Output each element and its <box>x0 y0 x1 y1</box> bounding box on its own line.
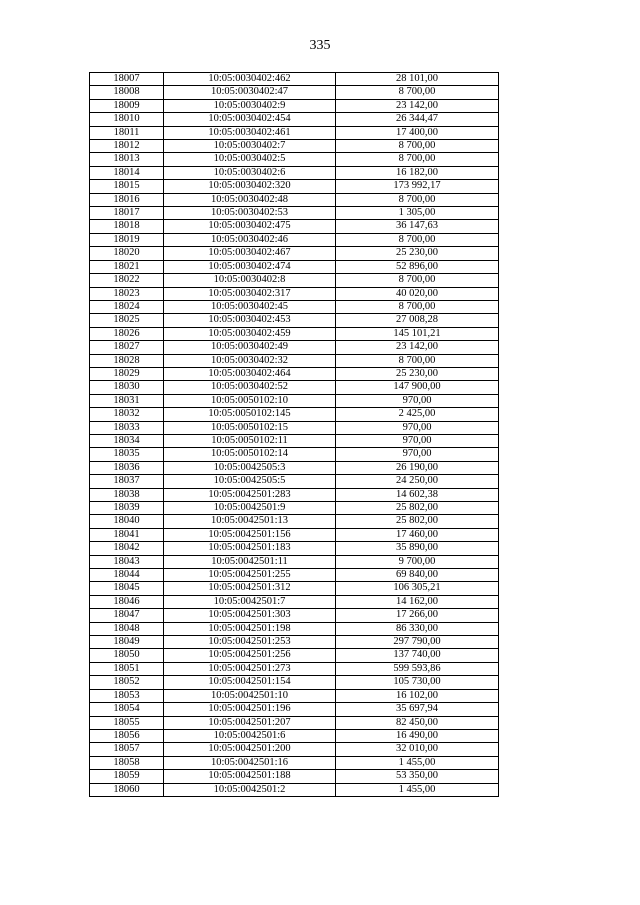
amount-cell: 35 890,00 <box>336 542 499 555</box>
amount-cell: 599 593,86 <box>336 662 499 675</box>
amount-cell: 147 900,00 <box>336 381 499 394</box>
amount-cell: 14 162,00 <box>336 595 499 608</box>
cadastral-number-cell: 10:05:0042501:196 <box>164 703 336 716</box>
table-row <box>90 193 499 206</box>
amount-cell: 970,00 <box>336 434 499 447</box>
cadastral-number-cell: 10:05:0042501:198 <box>164 622 336 635</box>
table-row <box>90 716 499 729</box>
amount-cell: 8 700,00 <box>336 233 499 246</box>
amount-cell: 106 305,21 <box>336 582 499 595</box>
amount-cell: 9 700,00 <box>336 555 499 568</box>
cadastral-number-cell: 10:05:0042501:207 <box>164 716 336 729</box>
amount-cell: 36 147,63 <box>336 220 499 233</box>
records-table <box>89 72 499 797</box>
record-number-cell: 18041 <box>90 528 164 541</box>
amount-cell: 173 992,17 <box>336 180 499 193</box>
record-number-cell: 18031 <box>90 394 164 407</box>
table-row <box>90 140 499 153</box>
record-number-cell: 18053 <box>90 689 164 702</box>
table-row <box>90 528 499 541</box>
cadastral-number-cell: 10:05:0042501:273 <box>164 662 336 675</box>
amount-cell: 16 102,00 <box>336 689 499 702</box>
table-row <box>90 703 499 716</box>
record-number-cell: 18018 <box>90 220 164 233</box>
amount-cell: 105 730,00 <box>336 676 499 689</box>
cadastral-number-cell: 10:05:0030402:53 <box>164 207 336 220</box>
table-row <box>90 233 499 246</box>
table-row <box>90 542 499 555</box>
record-number-cell: 18051 <box>90 662 164 675</box>
record-number-cell: 18027 <box>90 341 164 354</box>
record-number-cell: 18055 <box>90 716 164 729</box>
table-row <box>90 247 499 260</box>
record-number-cell: 18030 <box>90 381 164 394</box>
table-row <box>90 367 499 380</box>
record-number-cell: 18034 <box>90 434 164 447</box>
record-number-cell: 18025 <box>90 314 164 327</box>
table-row <box>90 207 499 220</box>
record-number-cell: 18022 <box>90 274 164 287</box>
cadastral-number-cell: 10:05:0030402:48 <box>164 193 336 206</box>
cadastral-number-cell: 10:05:0050102:11 <box>164 434 336 447</box>
table-row <box>90 569 499 582</box>
table-row <box>90 99 499 112</box>
amount-cell: 17 266,00 <box>336 609 499 622</box>
cadastral-number-cell: 10:05:0050102:14 <box>164 448 336 461</box>
amount-cell: 35 697,94 <box>336 703 499 716</box>
amount-cell: 86 330,00 <box>336 622 499 635</box>
cadastral-number-cell: 10:05:0030402:32 <box>164 354 336 367</box>
record-number-cell: 18021 <box>90 260 164 273</box>
table-row <box>90 689 499 702</box>
cadastral-number-cell: 10:05:0030402:47 <box>164 86 336 99</box>
table-row <box>90 381 499 394</box>
cadastral-number-cell: 10:05:0042501:154 <box>164 676 336 689</box>
table-row <box>90 421 499 434</box>
amount-cell: 8 700,00 <box>336 274 499 287</box>
cadastral-number-cell: 10:05:0042501:2 <box>164 783 336 796</box>
table-row <box>90 676 499 689</box>
record-number-cell: 18052 <box>90 676 164 689</box>
record-number-cell: 18007 <box>90 73 164 86</box>
table-body <box>90 73 499 797</box>
amount-cell: 26 344,47 <box>336 113 499 126</box>
table-row <box>90 729 499 742</box>
amount-cell: 297 790,00 <box>336 636 499 649</box>
record-number-cell: 18023 <box>90 287 164 300</box>
table-row <box>90 434 499 447</box>
table-row <box>90 287 499 300</box>
cadastral-number-cell: 10:05:0042501:256 <box>164 649 336 662</box>
amount-cell: 2 425,00 <box>336 408 499 421</box>
table-row <box>90 609 499 622</box>
record-number-cell: 18009 <box>90 99 164 112</box>
table-row <box>90 770 499 783</box>
record-number-cell: 18046 <box>90 595 164 608</box>
table-row <box>90 649 499 662</box>
table-row <box>90 220 499 233</box>
cadastral-number-cell: 10:05:0030402:462 <box>164 73 336 86</box>
record-number-cell: 18010 <box>90 113 164 126</box>
record-number-cell: 18058 <box>90 756 164 769</box>
amount-cell: 970,00 <box>336 394 499 407</box>
record-number-cell: 18016 <box>90 193 164 206</box>
cadastral-number-cell: 10:05:0042501:312 <box>164 582 336 595</box>
amount-cell: 82 450,00 <box>336 716 499 729</box>
amount-cell: 16 182,00 <box>336 166 499 179</box>
cadastral-number-cell: 10:05:0050102:15 <box>164 421 336 434</box>
amount-cell: 32 010,00 <box>336 743 499 756</box>
record-number-cell: 18060 <box>90 783 164 796</box>
cadastral-number-cell: 10:05:0042501:156 <box>164 528 336 541</box>
record-number-cell: 18050 <box>90 649 164 662</box>
record-number-cell: 18011 <box>90 126 164 139</box>
cadastral-number-cell: 10:05:0030402:6 <box>164 166 336 179</box>
cadastral-number-cell: 10:05:0030402:464 <box>164 367 336 380</box>
record-number-cell: 18013 <box>90 153 164 166</box>
record-number-cell: 18054 <box>90 703 164 716</box>
record-number-cell: 18026 <box>90 327 164 340</box>
table-row <box>90 300 499 313</box>
amount-cell: 1 455,00 <box>336 783 499 796</box>
amount-cell: 8 700,00 <box>336 140 499 153</box>
record-number-cell: 18035 <box>90 448 164 461</box>
record-number-cell: 18014 <box>90 166 164 179</box>
table-row <box>90 327 499 340</box>
amount-cell: 8 700,00 <box>336 354 499 367</box>
amount-cell: 52 896,00 <box>336 260 499 273</box>
amount-cell: 16 490,00 <box>336 729 499 742</box>
table-row <box>90 756 499 769</box>
cadastral-number-cell: 10:05:0042501:16 <box>164 756 336 769</box>
cadastral-number-cell: 10:05:0030402:5 <box>164 153 336 166</box>
table-row <box>90 582 499 595</box>
cadastral-number-cell: 10:05:0030402:52 <box>164 381 336 394</box>
amount-cell: 28 101,00 <box>336 73 499 86</box>
table-row <box>90 166 499 179</box>
record-number-cell: 18038 <box>90 488 164 501</box>
cadastral-number-cell: 10:05:0042501:13 <box>164 515 336 528</box>
cadastral-number-cell: 10:05:0030402:49 <box>164 341 336 354</box>
table-row <box>90 394 499 407</box>
record-number-cell: 18019 <box>90 233 164 246</box>
cadastral-number-cell: 10:05:0030402:317 <box>164 287 336 300</box>
record-number-cell: 18037 <box>90 475 164 488</box>
table-row <box>90 73 499 86</box>
amount-cell: 17 460,00 <box>336 528 499 541</box>
table-row <box>90 448 499 461</box>
cadastral-number-cell: 10:05:0050102:10 <box>164 394 336 407</box>
cadastral-number-cell: 10:05:0042501:183 <box>164 542 336 555</box>
cadastral-number-cell: 10:05:0030402:475 <box>164 220 336 233</box>
amount-cell: 8 700,00 <box>336 153 499 166</box>
cadastral-number-cell: 10:05:0030402:8 <box>164 274 336 287</box>
amount-cell: 970,00 <box>336 421 499 434</box>
record-number-cell: 18043 <box>90 555 164 568</box>
amount-cell: 27 008,28 <box>336 314 499 327</box>
cadastral-number-cell: 10:05:0042505:5 <box>164 475 336 488</box>
cadastral-number-cell: 10:05:0042501:200 <box>164 743 336 756</box>
amount-cell: 25 802,00 <box>336 515 499 528</box>
amount-cell: 23 142,00 <box>336 341 499 354</box>
cadastral-number-cell: 10:05:0030402:454 <box>164 113 336 126</box>
table-row <box>90 354 499 367</box>
record-number-cell: 18049 <box>90 636 164 649</box>
record-number-cell: 18059 <box>90 770 164 783</box>
amount-cell: 25 230,00 <box>336 367 499 380</box>
record-number-cell: 18042 <box>90 542 164 555</box>
cadastral-number-cell: 10:05:0030402:453 <box>164 314 336 327</box>
amount-cell: 145 101,21 <box>336 327 499 340</box>
table-row <box>90 488 499 501</box>
cadastral-number-cell: 10:05:0030402:467 <box>164 247 336 260</box>
cadastral-number-cell: 10:05:0042501:6 <box>164 729 336 742</box>
amount-cell: 25 230,00 <box>336 247 499 260</box>
table-row <box>90 113 499 126</box>
amount-cell: 23 142,00 <box>336 99 499 112</box>
table-row <box>90 636 499 649</box>
cadastral-number-cell: 10:05:0030402:474 <box>164 260 336 273</box>
table-row <box>90 743 499 756</box>
record-number-cell: 18044 <box>90 569 164 582</box>
amount-cell: 24 250,00 <box>336 475 499 488</box>
cadastral-number-cell: 10:05:0042501:255 <box>164 569 336 582</box>
record-number-cell: 18056 <box>90 729 164 742</box>
table-row <box>90 622 499 635</box>
table-row <box>90 86 499 99</box>
amount-cell: 17 400,00 <box>336 126 499 139</box>
cadastral-number-cell: 10:05:0042501:10 <box>164 689 336 702</box>
amount-cell: 970,00 <box>336 448 499 461</box>
record-number-cell: 18045 <box>90 582 164 595</box>
amount-cell: 1 305,00 <box>336 207 499 220</box>
amount-cell: 8 700,00 <box>336 300 499 313</box>
cadastral-number-cell: 10:05:0042505:3 <box>164 461 336 474</box>
table-row <box>90 475 499 488</box>
cadastral-number-cell: 10:05:0030402:9 <box>164 99 336 112</box>
amount-cell: 8 700,00 <box>336 193 499 206</box>
table-row <box>90 180 499 193</box>
table-row <box>90 260 499 273</box>
table-row <box>90 153 499 166</box>
amount-cell: 69 840,00 <box>336 569 499 582</box>
page-number: 335 <box>309 38 331 53</box>
amount-cell: 26 190,00 <box>336 461 499 474</box>
amount-cell: 1 455,00 <box>336 756 499 769</box>
cadastral-number-cell: 10:05:0042501:9 <box>164 502 336 515</box>
record-number-cell: 18015 <box>90 180 164 193</box>
amount-cell: 53 350,00 <box>336 770 499 783</box>
cadastral-number-cell: 10:05:0030402:45 <box>164 300 336 313</box>
table-row <box>90 314 499 327</box>
record-number-cell: 18029 <box>90 367 164 380</box>
record-number-cell: 18036 <box>90 461 164 474</box>
record-number-cell: 18057 <box>90 743 164 756</box>
table-row <box>90 126 499 139</box>
table-row <box>90 595 499 608</box>
record-number-cell: 18012 <box>90 140 164 153</box>
record-number-cell: 18039 <box>90 502 164 515</box>
table-row <box>90 515 499 528</box>
record-number-cell: 18020 <box>90 247 164 260</box>
amount-cell: 8 700,00 <box>336 86 499 99</box>
record-number-cell: 18017 <box>90 207 164 220</box>
table-row <box>90 341 499 354</box>
record-number-cell: 18032 <box>90 408 164 421</box>
cadastral-number-cell: 10:05:0030402:7 <box>164 140 336 153</box>
cadastral-number-cell: 10:05:0050102:145 <box>164 408 336 421</box>
amount-cell: 25 802,00 <box>336 502 499 515</box>
cadastral-number-cell: 10:05:0042501:253 <box>164 636 336 649</box>
cadastral-number-cell: 10:05:0042501:283 <box>164 488 336 501</box>
record-number-cell: 18047 <box>90 609 164 622</box>
record-number-cell: 18040 <box>90 515 164 528</box>
cadastral-number-cell: 10:05:0042501:188 <box>164 770 336 783</box>
cadastral-number-cell: 10:05:0042501:7 <box>164 595 336 608</box>
record-number-cell: 18024 <box>90 300 164 313</box>
cadastral-number-cell: 10:05:0030402:320 <box>164 180 336 193</box>
cadastral-number-cell: 10:05:0042501:303 <box>164 609 336 622</box>
cadastral-number-cell: 10:05:0030402:459 <box>164 327 336 340</box>
cadastral-number-cell: 10:05:0030402:46 <box>164 233 336 246</box>
amount-cell: 40 020,00 <box>336 287 499 300</box>
cadastral-number-cell: 10:05:0030402:461 <box>164 126 336 139</box>
table-row <box>90 662 499 675</box>
table-row <box>90 783 499 796</box>
table-row <box>90 274 499 287</box>
amount-cell: 137 740,00 <box>336 649 499 662</box>
amount-cell: 14 602,38 <box>336 488 499 501</box>
table-row <box>90 555 499 568</box>
table-row <box>90 461 499 474</box>
table-row <box>90 502 499 515</box>
record-number-cell: 18048 <box>90 622 164 635</box>
record-number-cell: 18008 <box>90 86 164 99</box>
cadastral-number-cell: 10:05:0042501:11 <box>164 555 336 568</box>
table-row <box>90 408 499 421</box>
record-number-cell: 18033 <box>90 421 164 434</box>
record-number-cell: 18028 <box>90 354 164 367</box>
